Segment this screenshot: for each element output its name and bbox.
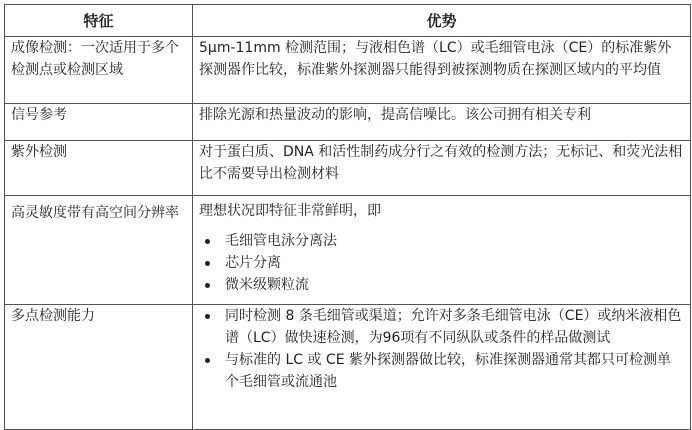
feature-advantage-table	[4, 4, 691, 430]
header-advantage: 优势	[193, 5, 691, 37]
advantage-bullet-list	[199, 305, 684, 393]
table-row	[5, 104, 691, 141]
feature-cell: 紫外检测	[5, 141, 193, 196]
bullet-item: 芯片分离	[199, 252, 684, 274]
bullet-item: 毛细管电泳分离法	[199, 230, 684, 252]
feature-cell: 高灵敏度带有高空间分辨率	[5, 196, 193, 305]
table-row	[5, 196, 691, 305]
table-row	[5, 305, 691, 430]
table-header-row	[5, 5, 691, 37]
advantage-intro: 理想状况即特征非常鲜明，即	[199, 203, 381, 219]
advantage-cell: 对于蛋白质、DNA 和活性制药成分行之有效的检测方法；无标记、和荧光法相比不需要导出检测材料	[193, 141, 691, 196]
table-row	[5, 37, 691, 104]
advantage-bullet-list	[199, 230, 684, 296]
advantage-cell	[193, 305, 691, 430]
bullet-item: 与标准的 LC 或 CE 紫外探测器做比较，标准探测器通常其都只可检测单个毛细管或流通池	[199, 349, 684, 393]
header-feature: 特征	[5, 5, 193, 37]
advantage-cell: 5μm-11mm 检测范围；与液相色谱（LC）或毛细管电泳（CE）的标准紫外探测器作比较，标准紫外探测器只能得到被探测物质在探测区域内的平均值	[193, 37, 691, 104]
table-row	[5, 141, 691, 196]
advantage-cell: 排除光源和热量波动的影响，提高信噪比。该公司拥有相关专利	[193, 104, 691, 141]
bullet-item: 同时检测 8 条毛细管或渠道；允许对多条毛细管电泳（CE）或纳米液相色谱（LC）做快速检测，为96项有不同纵队或条件的样品做测试	[199, 305, 684, 349]
feature-cell: 多点检测能力	[5, 305, 193, 430]
feature-cell: 成像检测：一次适用于多个检测点或检测区域	[5, 37, 193, 104]
advantage-cell	[193, 196, 691, 305]
feature-cell: 信号参考	[5, 104, 193, 141]
bullet-item: 微米级颗粒流	[199, 274, 684, 296]
